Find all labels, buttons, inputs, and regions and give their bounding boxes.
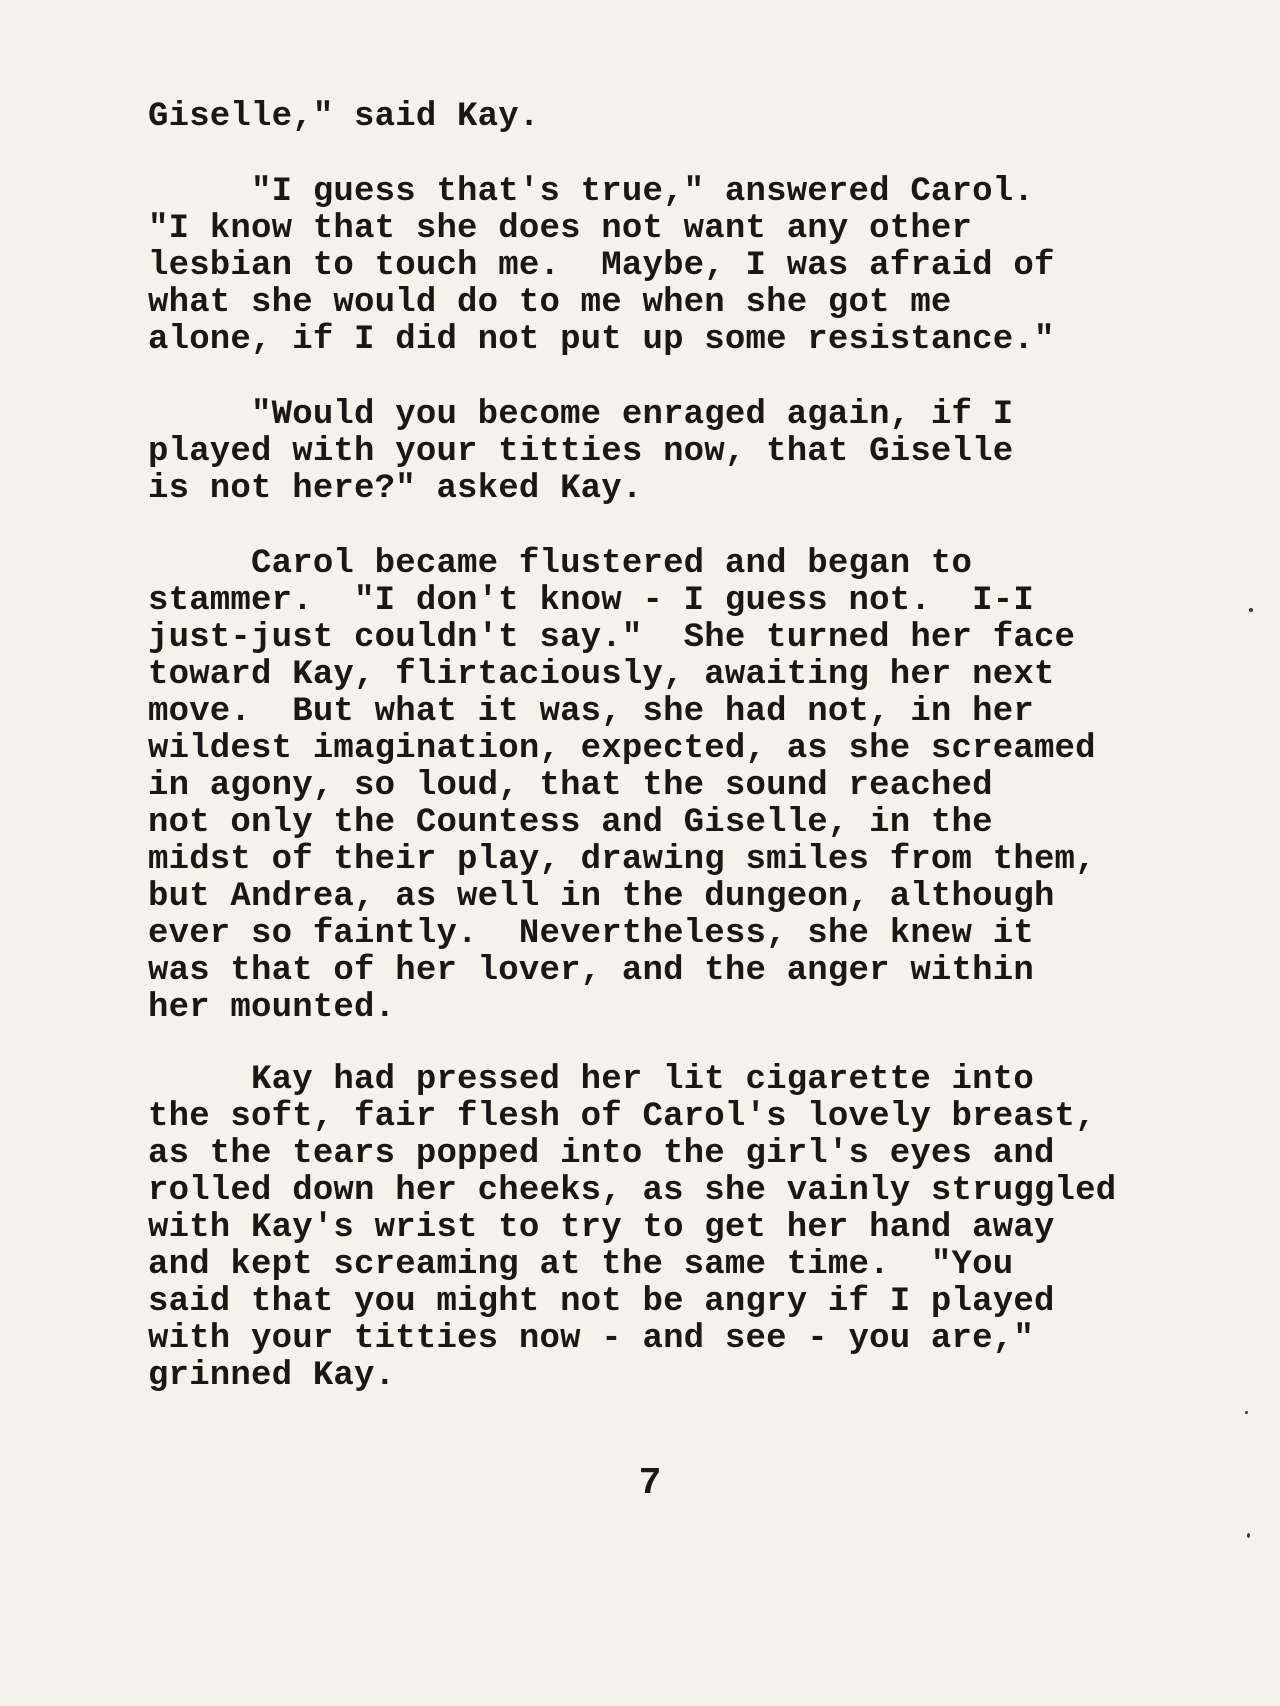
text-line: toward Kay, flirtaciously, awaiting her next	[148, 656, 1055, 694]
text-line: just-just couldn't say." She turned her face	[148, 619, 1076, 657]
text-line: with your titties now - and see - you are,"	[148, 1320, 1034, 1358]
text-line: but Andrea, as well in the dungeon, although	[148, 878, 1055, 916]
text-line: grinned Kay.	[148, 1357, 396, 1395]
text-line: the soft, fair flesh of Carol's lovely breast,	[148, 1098, 1096, 1136]
text-line: her mounted.	[148, 989, 396, 1027]
paper-speck	[1245, 1411, 1248, 1414]
page-number: 7	[638, 1462, 662, 1505]
paragraph-4	[148, 546, 1208, 1027]
text-line: wildest imagination, expected, as she screamed	[148, 730, 1096, 768]
text-line: lesbian to touch me. Maybe, I was afraid of	[148, 247, 1055, 285]
text-line: as the tears popped into the girl's eyes and	[148, 1135, 1055, 1173]
text-line: what she would do to me when she got me	[148, 284, 952, 322]
paper-speck	[1247, 1533, 1250, 1538]
text-line: "I guess that's true," answered Carol.	[148, 173, 1034, 211]
text-line: was that of her lover, and the anger within	[148, 952, 1034, 990]
text-line: said that you might not be angry if I played	[148, 1283, 1055, 1321]
text-line: midst of their play, drawing smiles from them,	[148, 841, 1096, 879]
text-line: with Kay's wrist to try to get her hand away	[148, 1209, 1055, 1247]
text-line: not only the Countess and Giselle, in the	[148, 804, 993, 842]
text-line: is not here?" asked Kay.	[148, 470, 643, 508]
text-line: "Would you become enraged again, if I	[148, 396, 1014, 434]
text-line: stammer. "I don't know - I guess not. I-I	[148, 582, 1034, 620]
paragraph-2	[148, 174, 1208, 359]
paragraph-5	[148, 1062, 1208, 1395]
text-line: in agony, so loud, that the sound reached	[148, 767, 993, 805]
text-line: Carol became flustered and began to	[148, 545, 973, 583]
text-line: alone, if I did not put up some resistance."	[148, 321, 1055, 359]
text-line: Kay had pressed her lit cigarette into	[148, 1061, 1034, 1099]
paragraph-1	[148, 99, 1208, 136]
paragraph-3	[148, 397, 1208, 508]
text-line: and kept screaming at the same time. "You	[148, 1246, 1014, 1284]
text-line: played with your titties now, that Giselle	[148, 433, 1014, 471]
text-line: ever so faintly. Nevertheless, she knew it	[148, 915, 1034, 953]
text-line: move. But what it was, she had not, in her	[148, 693, 1034, 731]
text-line: "I know that she does not want any other	[148, 210, 973, 248]
text-line: rolled down her cheeks, as she vainly struggled	[148, 1172, 1117, 1210]
text-line: Giselle," said Kay.	[148, 98, 540, 136]
paper-speck	[1249, 608, 1253, 612]
